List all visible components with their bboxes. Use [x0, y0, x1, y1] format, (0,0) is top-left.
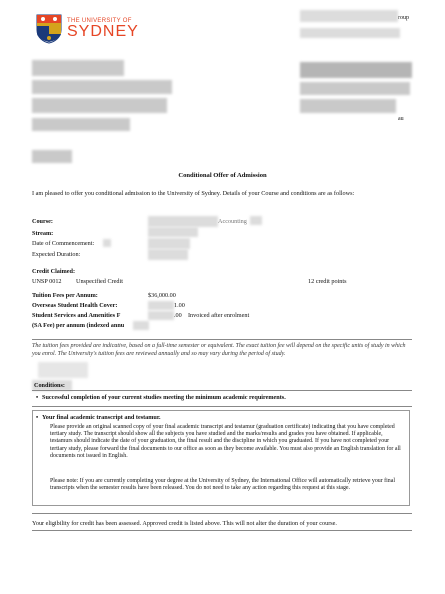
redacted-block: [133, 321, 149, 330]
stream-label: Stream:: [32, 230, 54, 237]
logo-big-text: SYDNEY: [67, 23, 139, 40]
redacted-block: [32, 98, 167, 113]
redacted-block: [300, 28, 400, 38]
redacted-block: [32, 80, 172, 94]
redacted-block: [300, 62, 412, 78]
address-fragment: au: [398, 116, 404, 122]
redacted-block: [148, 311, 174, 320]
redacted-block: [103, 239, 111, 247]
tuition-value: $36,000.00: [148, 292, 176, 299]
credit-heading: Credit Claimed:: [32, 268, 76, 275]
conditions-heading: Conditions:: [34, 382, 65, 389]
ssaf-label-2: (SA Fee) per annum (indexed annu: [32, 322, 125, 329]
divider: [32, 339, 412, 340]
redacted-block: [300, 82, 410, 95]
course-name-fragment: Accounting: [218, 218, 247, 225]
logo-small-text: THE UNIVERSITY OF: [67, 18, 132, 24]
duration-label: Expected Duration:: [32, 251, 81, 258]
ssaf-value: .00: [174, 312, 182, 319]
divider: [32, 406, 412, 407]
condition-item-2-body: Please provide an original scanned copy of your final academic transcript and testamur (graduation certificate) indicating that you have completed tertiary study. The transcript should show all the subjects you have studied and the marks/results and grades you have obtained. If applicable, testamurs should indicate the date of your graduation, the final result and the discipline in which you graduated. If you have not completed your tertiary study, please forward the final documents to our office as soon as they become available. You must also provide an English translation for all documents not issued in English.: [50, 424, 401, 459]
oshc-label: Overseas Student Health Cover:: [32, 302, 118, 309]
university-crest-icon: [36, 14, 62, 44]
divider: [32, 530, 412, 531]
footer-text: Your eligibility for credit has been assessed. Approved credit is listed above. This will not alter the duration of your course.: [32, 520, 337, 527]
credit-description: Unspecified Credit: [76, 278, 123, 285]
divider: [32, 390, 412, 391]
redacted-block: [148, 238, 190, 249]
redacted-block: [32, 118, 130, 131]
commencement-label: Date of Commencement:: [32, 240, 95, 247]
redacted-block: [300, 10, 398, 22]
letter-title: Conditional Offer of Admission: [178, 172, 267, 179]
oshc-value: 1.00: [174, 302, 185, 309]
fee-note: The tuition fees provided are indicative, based on a full-time semester or equivalent. The exact tuition fee will depend on the specific units of study in which you enrol. The University's tuition fees are reviewed annually and so may vary during the period of study.: [32, 343, 406, 357]
intro-paragraph: I am pleased to offer you conditional admission to the University of Sydney. Details of your Course and conditions are as follows:: [32, 190, 355, 197]
redacted-block: [148, 301, 174, 310]
course-label: Course:: [32, 218, 53, 225]
condition-item-2-note: Please note: If you are currently completing your degree at the University of Sydney, the International Office will automatically retrieve your final transcripts when the semester results have been released. You do not need to take any action regarding this request at this stage.: [50, 478, 395, 492]
university-logo: [36, 14, 139, 44]
condition-item-1: • Successful completion of your current studies meeting the minimum academic requirements.: [42, 394, 286, 402]
redacted-block: [148, 216, 218, 227]
ssaf-note: Invoiced after enrolment: [188, 312, 250, 319]
credit-points: 12 credit points: [308, 278, 347, 285]
redacted-block: [148, 227, 198, 237]
divider: [32, 513, 412, 514]
redacted-block: [148, 249, 188, 260]
tuition-label: Tuition Fees per Annum:: [32, 292, 98, 299]
redacted-block: [38, 362, 88, 378]
condition-item-2-title: • Your final academic transcript and testamur.: [42, 414, 161, 422]
redacted-block: [250, 216, 262, 225]
credit-code: UNSP 0012: [32, 278, 62, 285]
redacted-block: [32, 60, 124, 76]
header-right-fragment: roup: [398, 15, 409, 21]
redacted-block: [300, 99, 396, 113]
redacted-block: [32, 150, 72, 163]
ssaf-label: Student Services and Amenities F: [32, 312, 121, 319]
